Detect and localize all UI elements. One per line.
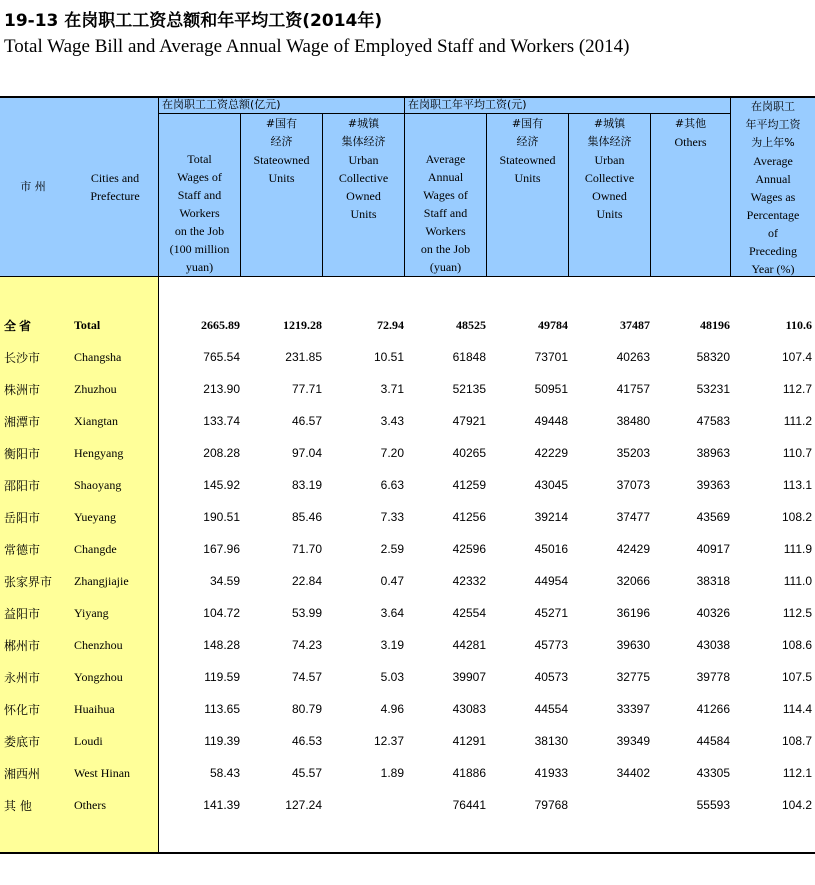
cell-avg-state: 42229 [534, 446, 568, 460]
cell-pct: 112.5 [782, 606, 812, 620]
table-row [0, 405, 815, 437]
header-city-en: Cities and Prefecture [90, 171, 140, 203]
cell-state: 85.46 [291, 510, 322, 524]
table-row [0, 757, 815, 789]
cell-pct: 107.5 [781, 670, 812, 684]
cell-avg-other: 38963 [696, 446, 730, 460]
cell-avg-state: 49784 [538, 318, 568, 332]
table-row [0, 629, 815, 661]
header-total-collective-en: Urban Collective Owned Units [338, 153, 389, 221]
header-average-state-cn: #国有 经济 [511, 117, 544, 148]
header-average-state [487, 115, 568, 187]
cell-avg-state: 50951 [534, 382, 568, 396]
cell-avg-state: 45773 [534, 638, 568, 652]
city-name-en: Others [74, 798, 106, 812]
cell-avg: 41256 [452, 510, 486, 524]
cell-avg-coll: 40263 [616, 350, 650, 364]
cell-avg-coll: 37477 [616, 510, 650, 524]
city-name-cn: 衡阳市 [4, 447, 41, 461]
city-name-en: Chenzhou [74, 638, 123, 652]
cell-total: 34.59 [209, 574, 240, 588]
cell-avg: 40265 [452, 446, 486, 460]
cell-state: 74.23 [291, 638, 322, 652]
city-name-en: West Hinan [74, 766, 131, 780]
cell-pct: 111.9 [783, 542, 812, 556]
cell-pct: 108.7 [781, 734, 812, 748]
cell-avg-state: 49448 [534, 414, 568, 428]
city-name-cn: 岳阳市 [4, 511, 41, 525]
cell-avg-coll: 38480 [616, 414, 650, 428]
header-total-state-en: Stateowned Units [253, 153, 310, 185]
cell-coll: 3.71 [380, 382, 404, 396]
city-name-cn: 张家界市 [4, 575, 53, 589]
header-average-collective-en: Urban Collective Owned Units [584, 153, 635, 221]
cell-pct: 113.1 [782, 478, 812, 492]
cell-coll: 4.96 [380, 702, 404, 716]
city-name-cn: 娄底市 [4, 735, 41, 749]
cell-avg-other: 47583 [696, 414, 730, 428]
cell-total: 119.39 [204, 734, 240, 748]
cell-state: 127.24 [285, 798, 322, 812]
cell-avg: 61848 [452, 350, 486, 364]
cell-avg-coll: 37487 [620, 318, 650, 332]
city-name-cn: 长沙市 [4, 351, 41, 365]
table-row [0, 373, 815, 405]
city-name-en: Total [74, 318, 101, 332]
header-total-state [241, 115, 322, 187]
city-name-en: Shaoyang [74, 478, 122, 492]
cell-total: 141.39 [203, 798, 240, 812]
header-percentage-en: Average Annual Wages as Percentage of Preceding Year (%) [746, 154, 800, 276]
cell-state: 1219.28 [283, 318, 322, 332]
table-row [0, 437, 815, 469]
cell-avg: 39907 [452, 670, 486, 684]
city-name-cn: 常德市 [4, 543, 41, 557]
cell-state: 80.79 [291, 702, 322, 716]
cell-avg-coll: 32775 [616, 670, 650, 684]
city-name-en: Loudi [74, 734, 103, 748]
cell-total: 113.65 [204, 702, 240, 716]
cell-avg-other: 58320 [696, 350, 730, 364]
cell-avg-state: 44554 [534, 702, 568, 716]
table-row [0, 661, 815, 693]
city-name-cn: 永州市 [4, 671, 41, 685]
cell-total: 58.43 [209, 766, 240, 780]
cell-total: 208.28 [203, 446, 240, 460]
city-name-en: Zhangjiajie [74, 574, 129, 588]
cell-state: 53.99 [291, 606, 322, 620]
cell-avg-coll: 37073 [616, 478, 650, 492]
header-group-total-wage: 在岗职工工资总额(亿元) [162, 98, 281, 111]
cell-pct: 107.4 [781, 350, 812, 364]
table-row [0, 725, 815, 757]
cell-avg: 42554 [452, 606, 486, 620]
cell-avg-coll: 36196 [616, 606, 650, 620]
header-average-collective-cn: #城镇 集体经济 [587, 117, 632, 148]
cell-coll: 12.37 [373, 734, 404, 748]
cell-pct: 111.0 [783, 574, 812, 588]
cell-avg: 47921 [452, 414, 486, 428]
cell-state: 97.04 [291, 446, 322, 460]
city-name-en: Huaihua [74, 702, 115, 716]
cell-avg: 42332 [452, 574, 486, 588]
cell-avg-coll: 39349 [616, 734, 650, 748]
header-city-cn: 市 州 [20, 180, 46, 193]
cell-coll: 5.03 [380, 670, 404, 684]
page-title-chinese: 19-13 在岗职工工资总额和年平均工资(2014年) [4, 11, 383, 31]
table-row [0, 341, 815, 373]
cell-avg-state: 45271 [534, 606, 568, 620]
cell-state: 46.53 [291, 734, 322, 748]
city-name-en: Yiyang [74, 606, 109, 620]
cell-coll: 1.89 [380, 766, 404, 780]
table-row [0, 565, 815, 597]
cell-state: 231.85 [285, 350, 322, 364]
cell-pct: 110.7 [782, 446, 812, 460]
table-row [0, 501, 815, 533]
cell-pct: 104.2 [781, 798, 812, 812]
city-name-cn: 全 省 [4, 319, 32, 333]
cell-pct: 112.7 [782, 382, 812, 396]
cell-avg: 42596 [452, 542, 486, 556]
cell-avg-coll: 42429 [616, 542, 650, 556]
cell-avg-state: 73701 [534, 350, 568, 364]
cell-total: 167.96 [203, 542, 240, 556]
cell-state: 71.70 [291, 542, 322, 556]
cell-coll: 6.63 [380, 478, 404, 492]
cell-coll: 7.20 [380, 446, 404, 460]
city-name-en: Changde [74, 542, 117, 556]
header-group-average-wage: 在岗职工年平均工资(元) [408, 98, 527, 111]
cell-total: 119.59 [204, 670, 240, 684]
header-total-wages: Total Wages of Staff and Workers on the Job (100 million yuan) [169, 152, 230, 274]
header-average-wages: Average Annual Wages of Staff and Workers on the Job (yuan) [420, 152, 471, 274]
cell-pct: 111.2 [783, 414, 812, 428]
header-average-state-en: Stateowned Units [499, 153, 556, 185]
cell-avg-coll: 35203 [616, 446, 650, 460]
city-name-cn: 怀化市 [4, 703, 41, 717]
header-average-collective [569, 115, 650, 223]
cell-total: 148.28 [203, 638, 240, 652]
cell-avg-other: 39363 [696, 478, 730, 492]
cell-total: 2665.89 [201, 318, 240, 332]
cell-avg-other: 55593 [696, 798, 730, 812]
cell-state: 22.84 [291, 574, 322, 588]
city-name-cn: 湘潭市 [4, 415, 41, 429]
cell-avg-coll: 41757 [616, 382, 650, 396]
city-name-cn: 株洲市 [4, 383, 41, 397]
cell-state: 45.57 [291, 766, 322, 780]
cell-avg-other: 53231 [696, 382, 730, 396]
table-row [0, 789, 815, 821]
header-total-collective [323, 115, 404, 223]
header-average-others-cn: #其他 [674, 117, 707, 130]
city-name-en: Xiangtan [74, 414, 118, 428]
cell-coll: 0.47 [380, 574, 404, 588]
city-name-en: Yongzhou [74, 670, 123, 684]
cell-pct: 112.1 [782, 766, 812, 780]
city-name-en: Yueyang [74, 510, 116, 524]
cell-avg-state: 43045 [534, 478, 568, 492]
table-row [0, 597, 815, 629]
header-percentage-cn: 在岗职工 年平均工资 为上年% [745, 100, 801, 149]
city-name-cn: 湘西州 [4, 767, 41, 781]
header-percentage [731, 98, 815, 278]
cell-avg-state: 40573 [534, 670, 568, 684]
cell-state: 83.19 [291, 478, 322, 492]
cell-avg: 41259 [452, 478, 486, 492]
header-average-others [651, 115, 730, 151]
cell-avg-other: 43305 [696, 766, 730, 780]
cell-avg-coll: 32066 [616, 574, 650, 588]
cell-avg: 44281 [452, 638, 486, 652]
cell-avg: 52135 [452, 382, 486, 396]
cell-avg-coll: 33397 [616, 702, 650, 716]
cell-avg-other: 39778 [696, 670, 730, 684]
cell-coll: 3.64 [380, 606, 404, 620]
cell-pct: 108.6 [781, 638, 812, 652]
cell-avg-coll: 34402 [616, 766, 650, 780]
city-name-en: Hengyang [74, 446, 124, 460]
cell-state: 77.71 [291, 382, 322, 396]
cell-avg-other: 44584 [696, 734, 730, 748]
cell-avg-state: 79768 [534, 798, 568, 812]
cell-total: 190.51 [203, 510, 240, 524]
cell-avg-other: 41266 [696, 702, 730, 716]
city-name-cn: 邵阳市 [4, 479, 41, 493]
cell-total: 145.92 [203, 478, 240, 492]
city-name-cn: 其 他 [4, 799, 32, 813]
table-row [0, 693, 815, 725]
cell-avg-other: 40917 [696, 542, 730, 556]
cell-avg-other: 48196 [700, 318, 730, 332]
header-average-others-en: Others [674, 135, 707, 149]
cell-avg-state: 38130 [534, 734, 568, 748]
cell-total: 104.72 [203, 606, 240, 620]
cell-coll: 3.43 [380, 414, 404, 428]
cell-total: 765.54 [203, 350, 240, 364]
city-name-cn: 郴州市 [4, 639, 41, 653]
table-row [0, 309, 815, 341]
page-title-english: Total Wage Bill and Average Annual Wage of Employed Staff and Workers (2014) [4, 36, 630, 57]
cell-avg-state: 44954 [534, 574, 568, 588]
cell-state: 74.57 [291, 670, 322, 684]
cell-coll: 10.51 [373, 350, 404, 364]
cell-avg-state: 41933 [534, 766, 568, 780]
cell-avg: 43083 [452, 702, 486, 716]
cell-coll: 72.94 [377, 318, 404, 332]
header-total-state-cn: #国有 经济 [265, 117, 298, 148]
cell-avg: 41291 [452, 734, 486, 748]
cell-pct: 108.2 [781, 510, 812, 524]
cell-coll: 2.59 [380, 542, 404, 556]
cell-total: 213.90 [203, 382, 240, 396]
cell-avg-coll: 39630 [616, 638, 650, 652]
city-name-en: Changsha [74, 350, 122, 364]
table-row [0, 469, 815, 501]
cell-avg: 41886 [452, 766, 486, 780]
cell-pct: 110.6 [785, 318, 812, 332]
cell-avg-other: 38318 [696, 574, 730, 588]
cell-avg: 76441 [452, 798, 486, 812]
table-row [0, 533, 815, 565]
cell-pct: 114.4 [782, 702, 812, 716]
cell-coll: 7.33 [380, 510, 404, 524]
cell-avg-other: 43038 [696, 638, 730, 652]
cell-coll: 3.19 [380, 638, 404, 652]
cell-state: 46.57 [291, 414, 322, 428]
cell-avg: 48525 [456, 318, 486, 332]
cell-avg-state: 45016 [534, 542, 568, 556]
cell-avg-other: 43569 [696, 510, 730, 524]
cell-total: 133.74 [203, 414, 240, 428]
cell-avg-state: 39214 [534, 510, 568, 524]
cell-avg-other: 40326 [696, 606, 730, 620]
city-name-en: Zhuzhou [74, 382, 117, 396]
city-name-cn: 益阳市 [4, 607, 41, 621]
header-total-collective-cn: #城镇 集体经济 [341, 117, 386, 148]
